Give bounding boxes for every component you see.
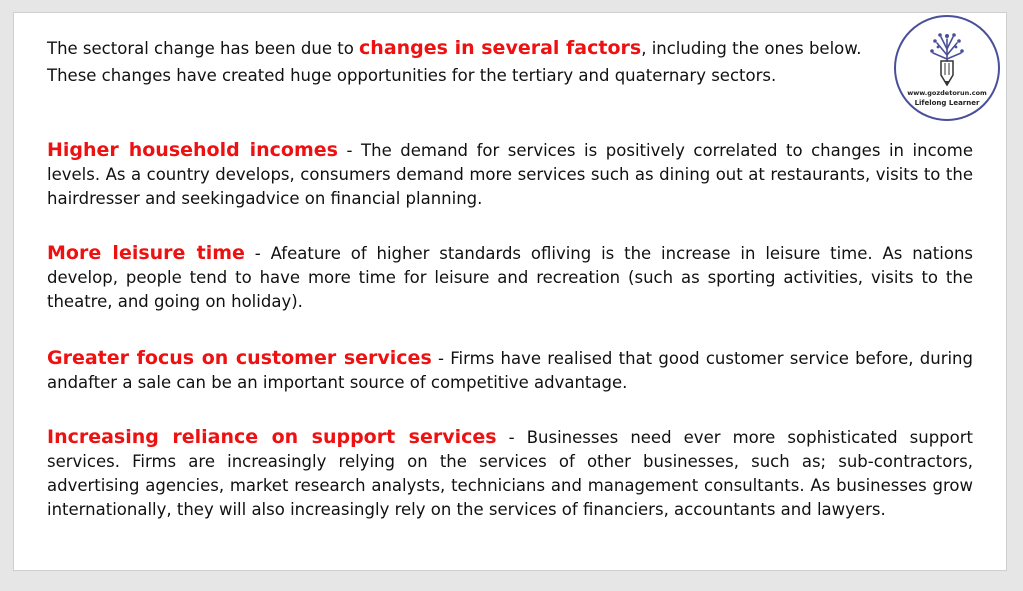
factor-description: - Businesses need ever more sophisticated support services. Firms are increasingly relying on the services of other businesses, such as; sub-contractors, advertising agencies, market research analysts, technicians and management consultants. As businesses grow internationally, they will also increasingly rely on the services of financiers, accountants and lawyers. <box>47 428 974 519</box>
logo-url: www.gozdetorun.com <box>907 89 987 97</box>
logo <box>894 15 1000 121</box>
factor-description: - Afeature of higher standards ofliving is the increase in leisure time. As nations develop, people tend to have more time for leisure and recreation (such as sporting activities, visits to the theatre, and going on holiday). <box>47 244 973 311</box>
factor-term: Greater focus on customer services <box>47 347 432 369</box>
factor-customer-services <box>47 346 973 395</box>
factor-more-leisure-time <box>47 241 973 314</box>
intro-line-1-start: The sectoral change has been due to <box>47 39 360 58</box>
intro-line-1-end: , including the ones below. <box>641 39 862 58</box>
factor-higher-household-incomes <box>47 138 973 211</box>
factor-description: - The demand for services is positively correlated to changes in income levels. As a country develops, consumers demand more services such as dining out at restaurants, visits to the hairdresser and seekingadvice on financial planning. <box>47 141 973 208</box>
slide <box>13 12 1007 571</box>
intro-highlight: changes in several factors <box>359 37 642 59</box>
logo-tagline: Lifelong Learner <box>914 99 980 107</box>
intro-line-1 <box>47 35 887 62</box>
factor-support-services <box>47 425 973 522</box>
intro-line-2: These changes have created huge opportunities for the tertiary and quaternary sectors. <box>47 66 777 85</box>
factor-term: More leisure time <box>47 242 245 264</box>
factor-description: - Firms have realised that good customer service before, during andafter a sale can be an important source of competitive advantage. <box>47 349 973 392</box>
intro-text <box>47 35 887 90</box>
pencil-tree-icon <box>929 31 965 87</box>
factor-term: Increasing reliance on support services <box>47 426 497 448</box>
factor-term: Higher household incomes <box>47 139 338 161</box>
